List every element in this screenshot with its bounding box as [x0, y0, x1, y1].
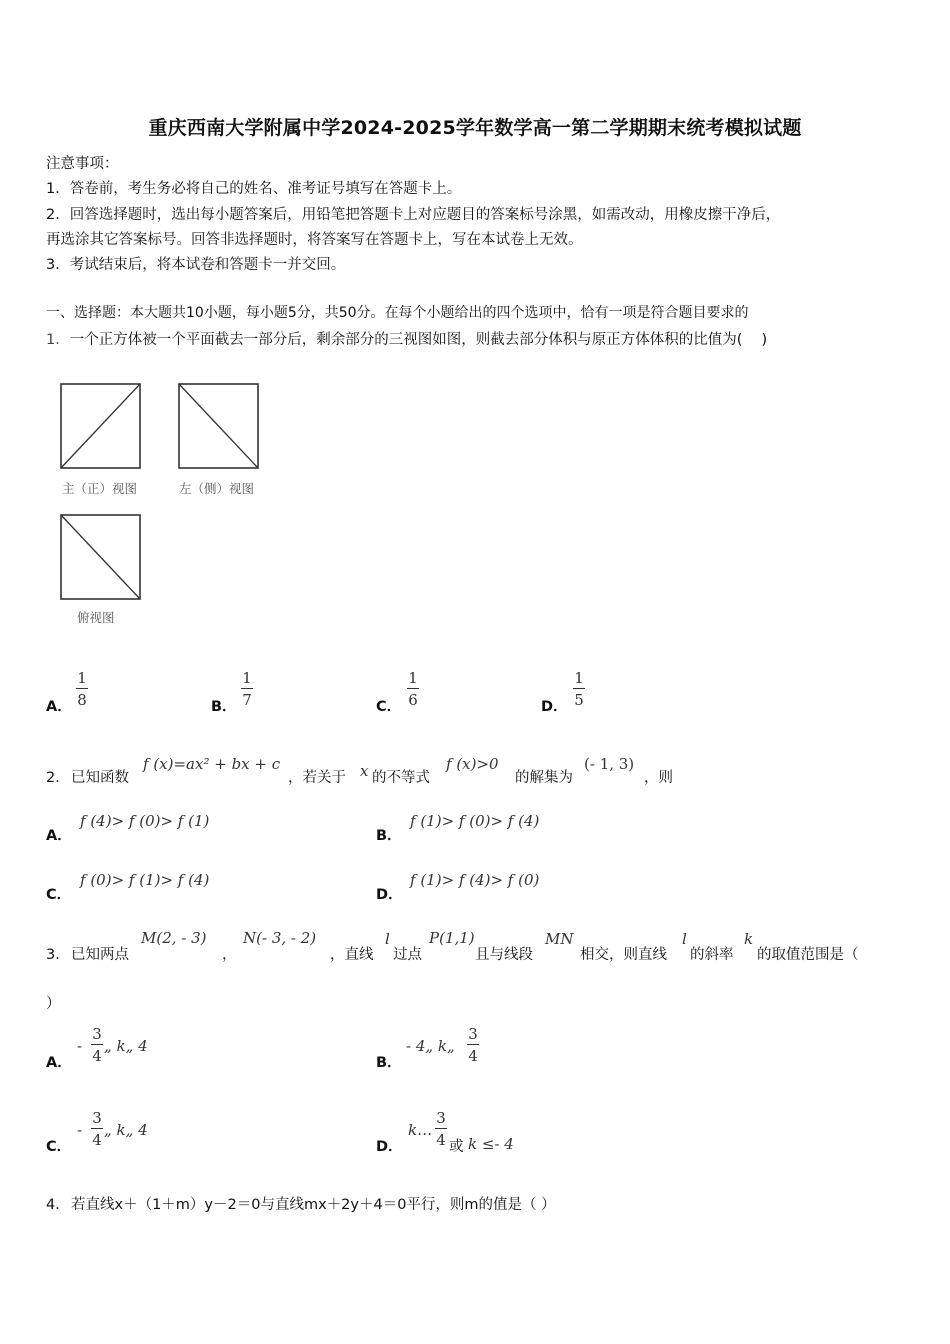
math-expr: k… — [408, 1121, 433, 1139]
option-label: B． — [376, 828, 402, 844]
fraction: 1 8 — [77, 669, 87, 709]
math-expr: f (0)> f (1)> f (4) — [80, 871, 210, 889]
option-label: C． — [376, 699, 402, 715]
fraction: 3 4 — [92, 1025, 102, 1065]
math-expr: - — [77, 1121, 83, 1139]
question-text: 若直线x＋（1＋m）y－2＝0与直线mx＋2y＋4＝0平行，则m的值是（ ） — [71, 1197, 556, 1213]
front-view-figure — [60, 383, 142, 469]
question-3-number: 3． — [46, 947, 70, 963]
option-label: D． — [376, 1139, 403, 1155]
section-heading: 一、选择题：本大题共10小题，每小题5分，共50分。在每个小题给出的四个选项中，恰有一项是符合题目要求的 — [46, 305, 749, 321]
question-text: ） — [46, 996, 61, 1012]
question-text: ，直线 — [330, 947, 374, 963]
fraction: 1 5 — [574, 669, 584, 709]
notice-item: 1．答卷前，考生务必将自己的姓名、准考证号填写在答题卡上。 — [46, 181, 462, 197]
question-text: 已知两点 — [71, 947, 129, 963]
math-expr: N(- 3, - 2) — [243, 929, 317, 947]
math-expr: (- 1, 3) — [584, 755, 635, 773]
notice-item: 再选涂其它答案标号。回答非选择题时，将答案写在答题卡上，写在本试卷上无效。 — [46, 232, 583, 248]
math-expr: x — [360, 762, 369, 780]
notice-item: 2．回答选择题时，选出每小题答案后，用铅笔把答题卡上对应题目的答案标号涂黑，如需改动，用橡皮擦干净后， — [46, 207, 781, 223]
math-expr: - 4„ k„ — [406, 1037, 455, 1055]
top-view-caption: 俯视图 — [77, 610, 115, 625]
math-expr: k ≤- 4 — [468, 1135, 514, 1153]
question-text: 一个正方体被一个平面截去一部分后，剩余部分的三视图如图，则截去部分体积与原正方体体积的比值为( ) — [69, 332, 768, 348]
page-title: 重庆西南大学附属中学2024-2025学年数学高一第二学期期末统考模拟试题 — [148, 117, 802, 139]
side-view-caption: 左（侧）视图 — [179, 481, 255, 496]
question-text: 过点 — [393, 947, 422, 963]
fraction: 3 4 — [468, 1025, 478, 1065]
notice-item: 3．考试结束后，将本试卷和答题卡一并交回。 — [46, 257, 346, 273]
math-expr: - — [77, 1037, 83, 1055]
math-expr: k — [744, 930, 754, 948]
option-label: A． — [46, 699, 72, 715]
question-number: 1． — [46, 332, 70, 348]
notice-heading: 注意事项： — [46, 156, 119, 172]
option-label: B． — [211, 699, 237, 715]
math-expr: „ k„ 4 — [104, 1121, 148, 1139]
question-text: 的取值范围是（ — [757, 947, 859, 963]
question-text: 相交，则直线 — [580, 947, 667, 963]
question-text: 的斜率 — [690, 947, 734, 963]
math-expr: „ k„ 4 — [104, 1037, 148, 1055]
option-label: B． — [376, 1055, 402, 1071]
option-label: D． — [376, 887, 403, 903]
fraction: 1 7 — [242, 669, 252, 709]
math-expr: l — [385, 930, 390, 948]
fraction: 3 4 — [92, 1109, 102, 1149]
question-text: 的不等式 — [372, 770, 430, 786]
option-label: A． — [46, 1055, 72, 1071]
math-expr: l — [682, 930, 687, 948]
question-text: ， — [222, 947, 237, 963]
math-expr: P(1,1) — [429, 929, 475, 947]
option-label: C． — [46, 887, 72, 903]
question-text: 或 — [449, 1139, 464, 1155]
question-4-number: 4． — [46, 1197, 70, 1213]
fraction: 1 6 — [408, 669, 418, 709]
math-expr: M(2, - 3) — [141, 929, 207, 947]
question-text: 的解集为 — [515, 770, 573, 786]
math-expr: f (4)> f (0)> f (1) — [80, 812, 210, 830]
math-expr: f (1)> f (4)> f (0) — [410, 871, 540, 889]
question-text: 已知函数 — [71, 770, 129, 786]
fraction: 3 4 — [436, 1109, 446, 1149]
math-expr: f (x)=ax² + bx + c — [143, 755, 281, 773]
option-label: A． — [46, 828, 72, 844]
side-view-figure — [178, 383, 260, 469]
math-expr: f (1)> f (0)> f (4) — [410, 812, 540, 830]
option-label: D． — [541, 699, 568, 715]
top-view-figure — [60, 514, 142, 600]
question-text: 且与线段 — [475, 947, 533, 963]
question-1 — [46, 328, 767, 349]
option-label: C． — [46, 1139, 72, 1155]
question-2-number: 2． — [46, 770, 70, 786]
math-expr: MN — [545, 930, 574, 948]
math-expr: f (x)>0 — [446, 755, 499, 773]
question-text: ，若关于 — [288, 770, 346, 786]
front-view-caption: 主（正）视图 — [62, 481, 138, 496]
question-text: ，则 — [644, 770, 673, 786]
